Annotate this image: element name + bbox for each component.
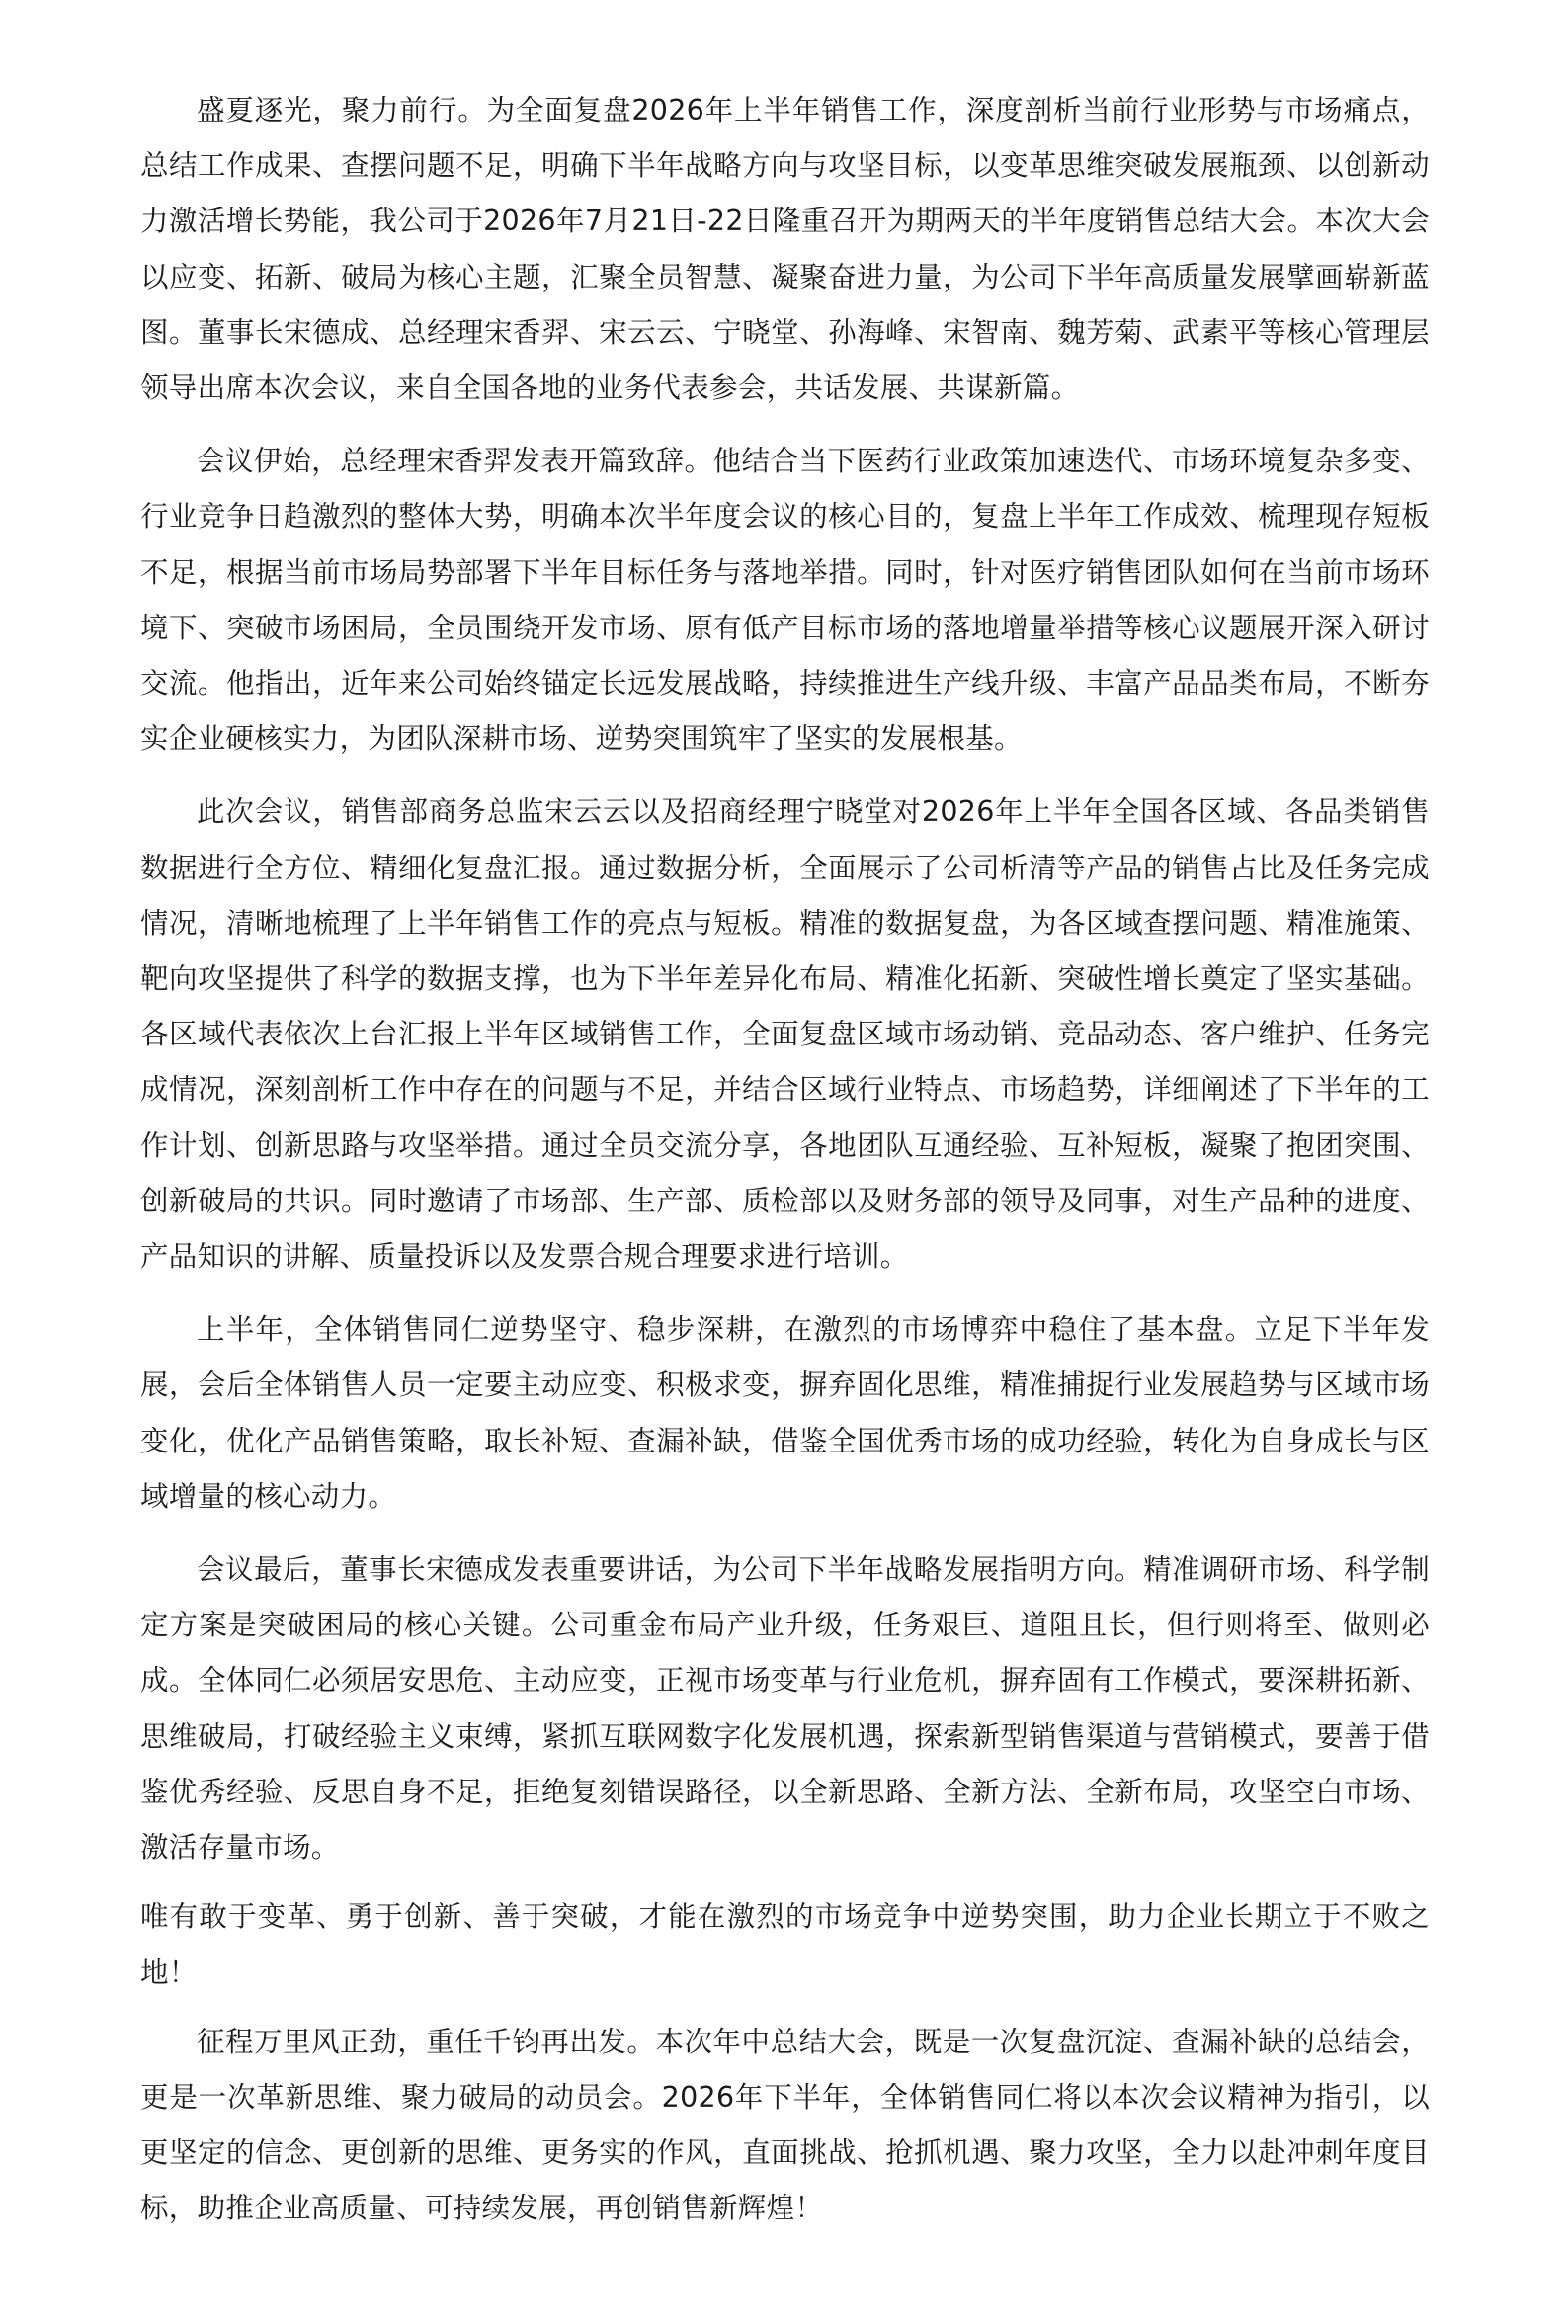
paragraph-opening-remarks: 会议伊始，总经理宋香羿发表开篇致辞。他结合当下医药行业政策加速迭代、市场环境复杂多变、行业竞争日趋激烈的整体大势，明确本次半年度会议的核心目的，复盘上半年工作成效、梳理现存短板不足，根据当前市场局势部署下半年目标任务与落地举措。同时，针对医疗销售团队如何在当前市场环境下、突破市场困局，全员围绕开发市场、原有低产目标市场的落地增量举措等核心议题展开深入研讨交流。他指出，近年来公司始终锚定长远发展战略，持续推进生产线升级、丰富产品品类布局，不断夯实企业硬核实力，为团队深耕市场、逆势突围筑牢了坚实的发展根基。	[140, 445, 1430, 756]
paragraph-closing: 征程万里风正劲，重任千钧再出发。本次年中总结大会，既是一次复盘沉淀、查漏补缺的总结会，更是一次革新思维、聚力破局的动员会。2026年下半年，全体销售同仁将以本次会议精神为指引，以更坚定的信念、更创新的思维、更务实的作风，直面挑战、抢抓机遇、聚力攻坚，全力以赴冲刺年度目标，助推企业高质量、可持续发展，再创销售新辉煌！	[140, 2025, 1430, 2225]
paragraph-chairman-speech: 会议最后，董事长宋德成发表重要讲话，为公司下半年战略发展指明方向。精准调研市场、科学制定方案是突破困局的核心关键。公司重金布局产业升级，任务艰巨、道阻且长，但行则将至、做则必成。全体同仁必须居安思危、主动应变，正视市场变革与行业危机，摒弃固有工作模式，要深耕拓新、思维破局，打破经验主义束缚，紧抓互联网数字化发展机遇，探索新型销售渠道与营销模式，要善于借鉴优秀经验、反思自身不足，拒绝复刻错误路径，以全新思路、全新方法、全新布局，攻坚空白市场、激活存量市场。	[140, 1553, 1430, 1865]
paragraph-call-to-action: 唯有敢于变革、勇于创新、善于突破，才能在激烈的市场竞争中逆势突围，助力企业长期立于不败之地！	[140, 1900, 1430, 1989]
paragraph-sales-review: 此次会议，销售部商务总监宋云云以及招商经理宁晓堂对2026年上半年全国各区域、各品类销售数据进行全方位、精细化复盘汇报。通过数据分析，全面展示了公司析清等产品的销售占比及任务完成情况，清晰地梳理了上半年销售工作的亮点与短板。精准的数据复盘，为各区域查摆问题、精准施策、靶向攻坚提供了科学的数据支撑，也为下半年差异化布局、精准化拓新、突破性增长奠定了坚实基础。各区域代表依次上台汇报上半年区域销售工作，全面复盘区域市场动销、竞品动态、客户维护、任务完成情况，深刻剖析工作中存在的问题与不足，并结合区域行业特点、市场趋势，详细阐述了下半年的工作计划、创新思路与攻坚举措。通过全员交流分享，各地团队互通经验、互补短板，凝聚了抱团突围、创新破局的共识。同时邀请了市场部、生产部、质检部以及财务部的领导及同事，对生产品种的进度、产品知识的讲解、质量投诉以及发票合规合理要求进行培训。	[140, 795, 1430, 1274]
paragraph-opening: 盛夏逐光，聚力前行。为全面复盘2026年上半年销售工作，深度剖析当前行业形势与市场痛点，总结工作成果、查摆问题不足，明确下半年战略方向与攻坚目标，以变革思维突破发展瓶颈、以创新动力激活增长势能，我公司于2026年7月21日-22日隆重召开为期两天的半年度销售总结大会。本次大会以应变、拓新、破局为核心主题，汇聚全员智慧、凝聚奋进力量，为公司下半年高质量发展擘画崭新蓝图。董事长宋德成、总经理宋香羿、宋云云、宁晓堂、孙海峰、宋智南、魏芳菊、武素平等核心管理层领导出席本次会议，来自全国各地的业务代表参会，共话发展、共谋新篇。	[140, 94, 1430, 405]
paragraph-first-half-summary: 上半年，全体销售同仁逆势坚守、稳步深耕，在激烈的市场博弈中稳住了基本盘。立足下半年发展，会后全体销售人员一定要主动应变、积极求变，摒弃固化思维，精准捕捉行业发展趋势与区域市场变化，优化产品销售策略，取长补短、查漏补缺，借鉴全国优秀市场的成功经验，转化为自身成长与区域增量的核心动力。	[140, 1313, 1430, 1513]
